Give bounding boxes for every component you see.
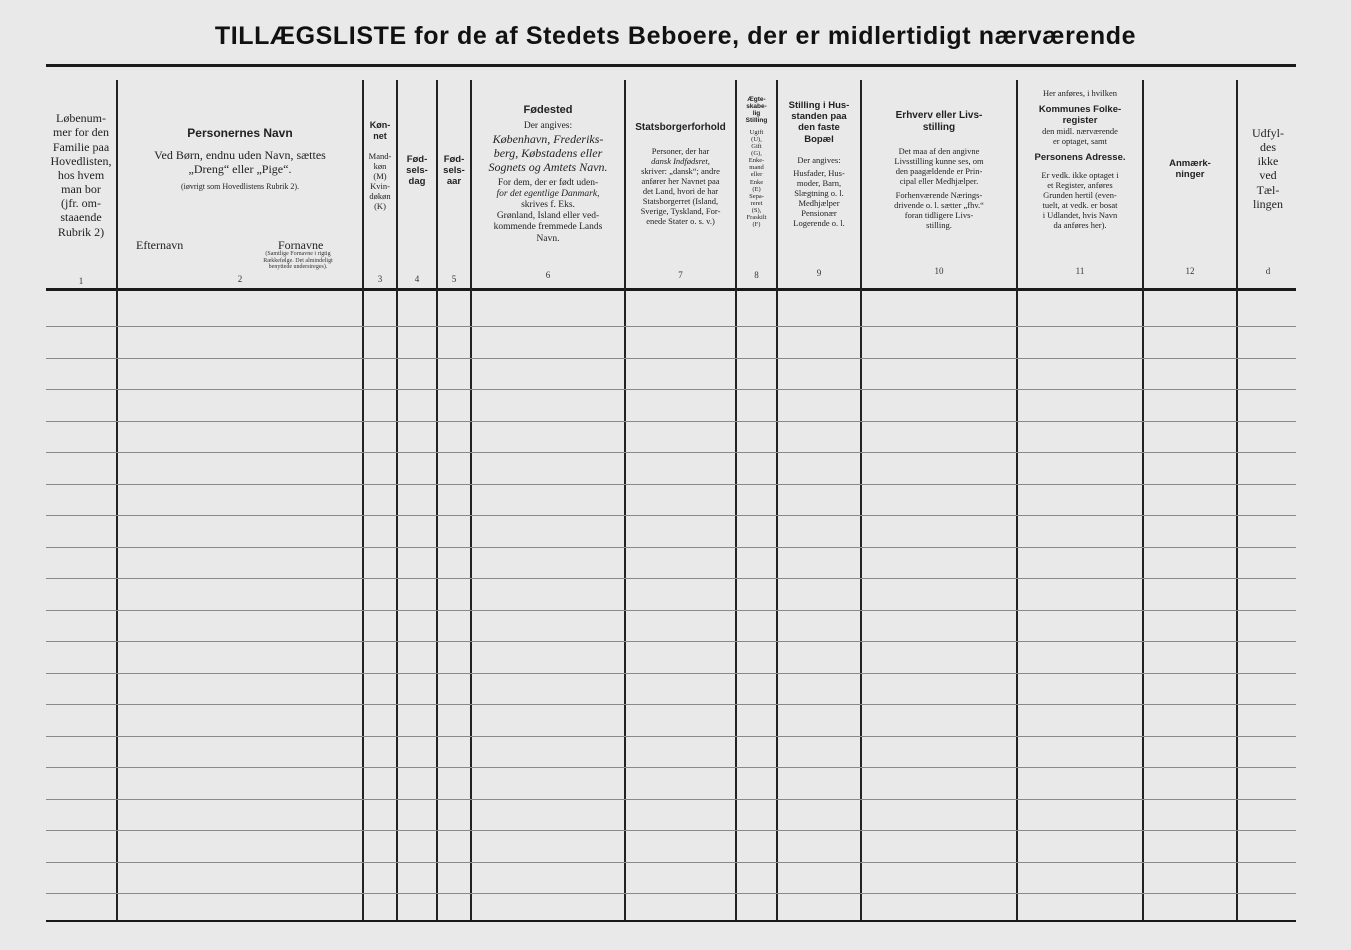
col-number: 6 xyxy=(545,270,551,280)
writing-row-line xyxy=(46,799,1296,800)
header-col-6: Fødested Der angives: København, Frederiks- berg, Købstadens eller Sognets og Amtets Navn. For dem, der er født uden- for det egentlige Danmark, skrives f. Eks. Grønland, Island eller ved- kommende fremmede Lands Navn. xyxy=(488,104,608,244)
writing-row-line xyxy=(46,893,1296,894)
writing-row-line xyxy=(46,326,1296,327)
header-col-9-heading: Stilling i Hus- standen paa den faste Bopæl xyxy=(788,100,850,145)
header-col-7-heading: Statsborgerforhold xyxy=(635,122,726,133)
header-col-9: Stilling i Hus- standen paa den faste Bopæl Der angives: Husfader, Hus- moder, Barn, Slægtning o. l. Medhjælper Pensionær Logerende o. l. xyxy=(788,100,850,228)
header-col-8: Ægte- skabe- lig Stilling Ugift (U), Gift (G), Enke- mand eller Enke (E) Sepa- reret (S), Fraskilt (F) xyxy=(745,96,768,229)
writing-row-line xyxy=(46,389,1296,390)
table-bottom-rule xyxy=(46,920,1296,922)
header-col-11-heading2: Personens Adresse. xyxy=(1034,152,1126,164)
fornavne-note: (Samtlige Fornavne i rigtig Rækkefølge. Det almindeligt benyttede understreges). xyxy=(263,251,333,271)
col-number: d xyxy=(1265,266,1271,276)
header-col-d xyxy=(1238,80,1298,270)
writing-row-line xyxy=(46,673,1296,674)
writing-row-line xyxy=(46,862,1296,863)
title-rule xyxy=(46,64,1296,67)
col-number: 5 xyxy=(451,274,457,284)
header-col-12 xyxy=(1144,80,1236,270)
writing-row-line xyxy=(46,830,1296,831)
header-col-8-heading: Ægte- skabe- lig Stilling xyxy=(745,96,768,125)
col-number: 7 xyxy=(678,270,683,280)
writing-row-line xyxy=(46,704,1296,705)
header-col-4-heading: Fød- sels- dag xyxy=(406,154,428,188)
writing-row-line xyxy=(46,421,1296,422)
header-col-1-text: Løbenum- mer for den Familie paa Hovedlisten, hos hvem man bor (jfr. om- staaende Rubrik 2) xyxy=(50,111,112,239)
header-col-10: Erhverv eller Livs- stilling Det maa af den angivne Livsstilling kunne ses, om den paagældende er Prin- cipal eller Medhjælper. Forhenværende Nærings- drivende o. l. sætter „fhv.“ foran tidligere Livs- stilling. xyxy=(894,110,984,230)
header-col-3-heading: Køn- net xyxy=(369,120,391,141)
header-col-12-heading: Anmærk- ninger xyxy=(1169,158,1211,181)
header-col-5-heading: Fød- sels- aar xyxy=(443,154,465,188)
header-col-d-text: Udfyl- des ikke ved Tæl- lingen xyxy=(1252,126,1284,211)
header-col-10-heading: Erhverv eller Livs- stilling xyxy=(895,110,983,133)
writing-row-line xyxy=(46,358,1296,359)
header-col-2-note: Ved Børn, endnu uden Navn, sættes xyxy=(154,148,326,163)
writing-row-line xyxy=(46,547,1296,548)
header-col-4 xyxy=(398,80,436,270)
col-number: 12 xyxy=(1185,266,1195,276)
writing-row-line xyxy=(46,515,1296,516)
writing-row-line xyxy=(46,736,1296,737)
header-col-7: Statsborgerforhold Personer, der har dansk Indfødsret, skriver: „dansk“; andre anfører her Navnet paa det Land, hvori de har Statsborgerret (Island, Sverige, Tyskland, For- enede Stater o. s. v.) xyxy=(635,122,726,226)
writing-row-line xyxy=(46,610,1296,611)
header-col-2-heading: Personernes Navn xyxy=(187,126,293,140)
header-col-11-heading: Kommunes Folke- register xyxy=(1038,104,1122,127)
col-number: 3 xyxy=(377,274,383,284)
header-col-2-note: (iøvrigt som Hovedlistens Rubrik 2). xyxy=(181,182,299,192)
fornavne-label: Fornavne xyxy=(278,238,324,252)
header-col-5 xyxy=(438,80,470,270)
form-title: TILLÆGSLISTE for de af Stedets Beboere, der er midlertidigt nærværende xyxy=(214,22,1137,50)
writing-row-line xyxy=(46,452,1296,453)
col-number: 10 xyxy=(934,266,944,276)
header-bottom-rule xyxy=(46,288,1296,291)
col-number: 8 xyxy=(754,270,759,280)
header-col-3: Køn- net Mand- køn (M) Kvin- døkøn (K) xyxy=(368,120,392,212)
col-number: 2 xyxy=(237,274,243,284)
writing-row-line xyxy=(46,578,1296,579)
efternavn-label: Efternavn xyxy=(136,238,184,252)
col-number: 4 xyxy=(414,274,420,284)
writing-row-line xyxy=(46,767,1296,768)
writing-row-line xyxy=(46,484,1296,485)
writing-row-line xyxy=(46,641,1296,642)
col-number: 1 xyxy=(78,276,84,286)
col-number: 11 xyxy=(1075,266,1085,276)
header-col-1 xyxy=(46,80,116,270)
header-col-6-heading: Fødested xyxy=(523,104,573,116)
header-col-2-note: „Dreng“ eller „Pige“. xyxy=(188,162,292,177)
col-number: 9 xyxy=(816,268,822,278)
header-col-11: Her anføres, i hvilken Kommunes Folke- register den midl. nærværende er optaget, samt Personens Adresse. Er vedk. ikke optaget i et Register, anføres Grunden hertil (even- tuelt, at vedk. er bosat i Udlandet, hvis Navn da anføres her). xyxy=(1034,88,1126,230)
